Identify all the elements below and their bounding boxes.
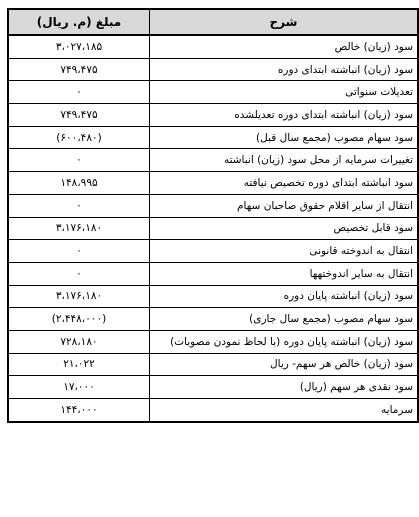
row-amount: ۰ <box>8 240 150 263</box>
table-row <box>8 172 418 195</box>
profit-distribution-table <box>7 8 419 423</box>
row-description: سود انباشته ابتدای دوره تخصیص نیافته <box>150 172 419 195</box>
table-row <box>8 353 418 376</box>
header-description: شرح <box>150 9 419 35</box>
table-row <box>8 58 418 81</box>
row-description: سود قابل تخصیص <box>150 217 419 240</box>
row-description: انتقال از سایر اقلام حقوق صاحبان سهام <box>150 194 419 217</box>
row-amount: ۰ <box>8 81 150 104</box>
table-row <box>8 308 418 331</box>
row-amount: ۳،۱۷۶،۱۸۰ <box>8 285 150 308</box>
table-row <box>8 262 418 285</box>
row-description: سود (زیان) خالص <box>150 35 419 58</box>
table-row <box>8 240 418 263</box>
row-description: سود (زیان) انباشته پایان دوره (با لحاظ نمودن مصوبات) <box>150 330 419 353</box>
header-amount: مبلغ (م. ریال) <box>8 9 150 35</box>
table-body <box>8 35 418 422</box>
row-description: سرمایه <box>150 399 419 422</box>
row-description: تعدیلات سنواتی <box>150 81 419 104</box>
table-row <box>8 104 418 127</box>
table-row <box>8 330 418 353</box>
row-amount: ۷۲۸،۱۸۰ <box>8 330 150 353</box>
row-amount: ۱۴۴،۰۰۰ <box>8 399 150 422</box>
row-amount: (۶۰۰،۴۸۰) <box>8 126 150 149</box>
row-description: سود سهام مصوب (مجمع سال قبل) <box>150 126 419 149</box>
row-description: انتقال به سایر اندوختهها <box>150 262 419 285</box>
row-amount: ۷۴۹،۴۷۵ <box>8 58 150 81</box>
row-amount: ۳،۰۲۷،۱۸۵ <box>8 35 150 58</box>
table-row <box>8 217 418 240</box>
row-description: سود (زیان) انباشته ابتدای دوره تعدیلشده <box>150 104 419 127</box>
table-header-row <box>8 9 418 35</box>
table-row <box>8 376 418 399</box>
row-description: سود سهام مصوب (مجمع سال جاری) <box>150 308 419 331</box>
row-amount: ۰ <box>8 262 150 285</box>
row-amount: ۱۴۸،۹۹۵ <box>8 172 150 195</box>
row-amount: ۲۱،۰۲۲ <box>8 353 150 376</box>
financial-table-container <box>7 8 413 423</box>
row-description: تغییرات سرمایه از محل سود (زیان) انباشته <box>150 149 419 172</box>
row-description: سود نقدی هر سهم (ریال) <box>150 376 419 399</box>
row-amount: ۱۷،۰۰۰ <box>8 376 150 399</box>
table-row <box>8 126 418 149</box>
table-row <box>8 35 418 58</box>
row-description: سود (زیان) انباشته پایان دوره <box>150 285 419 308</box>
row-description: انتقال به اندوخته قانونی <box>150 240 419 263</box>
table-row <box>8 285 418 308</box>
row-amount: ۰ <box>8 194 150 217</box>
table-row <box>8 194 418 217</box>
table-row <box>8 149 418 172</box>
row-description: سود (زیان) خالص هر سهم- ریال <box>150 353 419 376</box>
row-amount: ۳،۱۷۶،۱۸۰ <box>8 217 150 240</box>
row-description: سود (زیان) انباشته ابتدای دوره <box>150 58 419 81</box>
table-row <box>8 81 418 104</box>
row-amount: (۲،۴۴۸،۰۰۰) <box>8 308 150 331</box>
table-row <box>8 399 418 422</box>
row-amount: ۷۴۹،۴۷۵ <box>8 104 150 127</box>
row-amount: ۰ <box>8 149 150 172</box>
